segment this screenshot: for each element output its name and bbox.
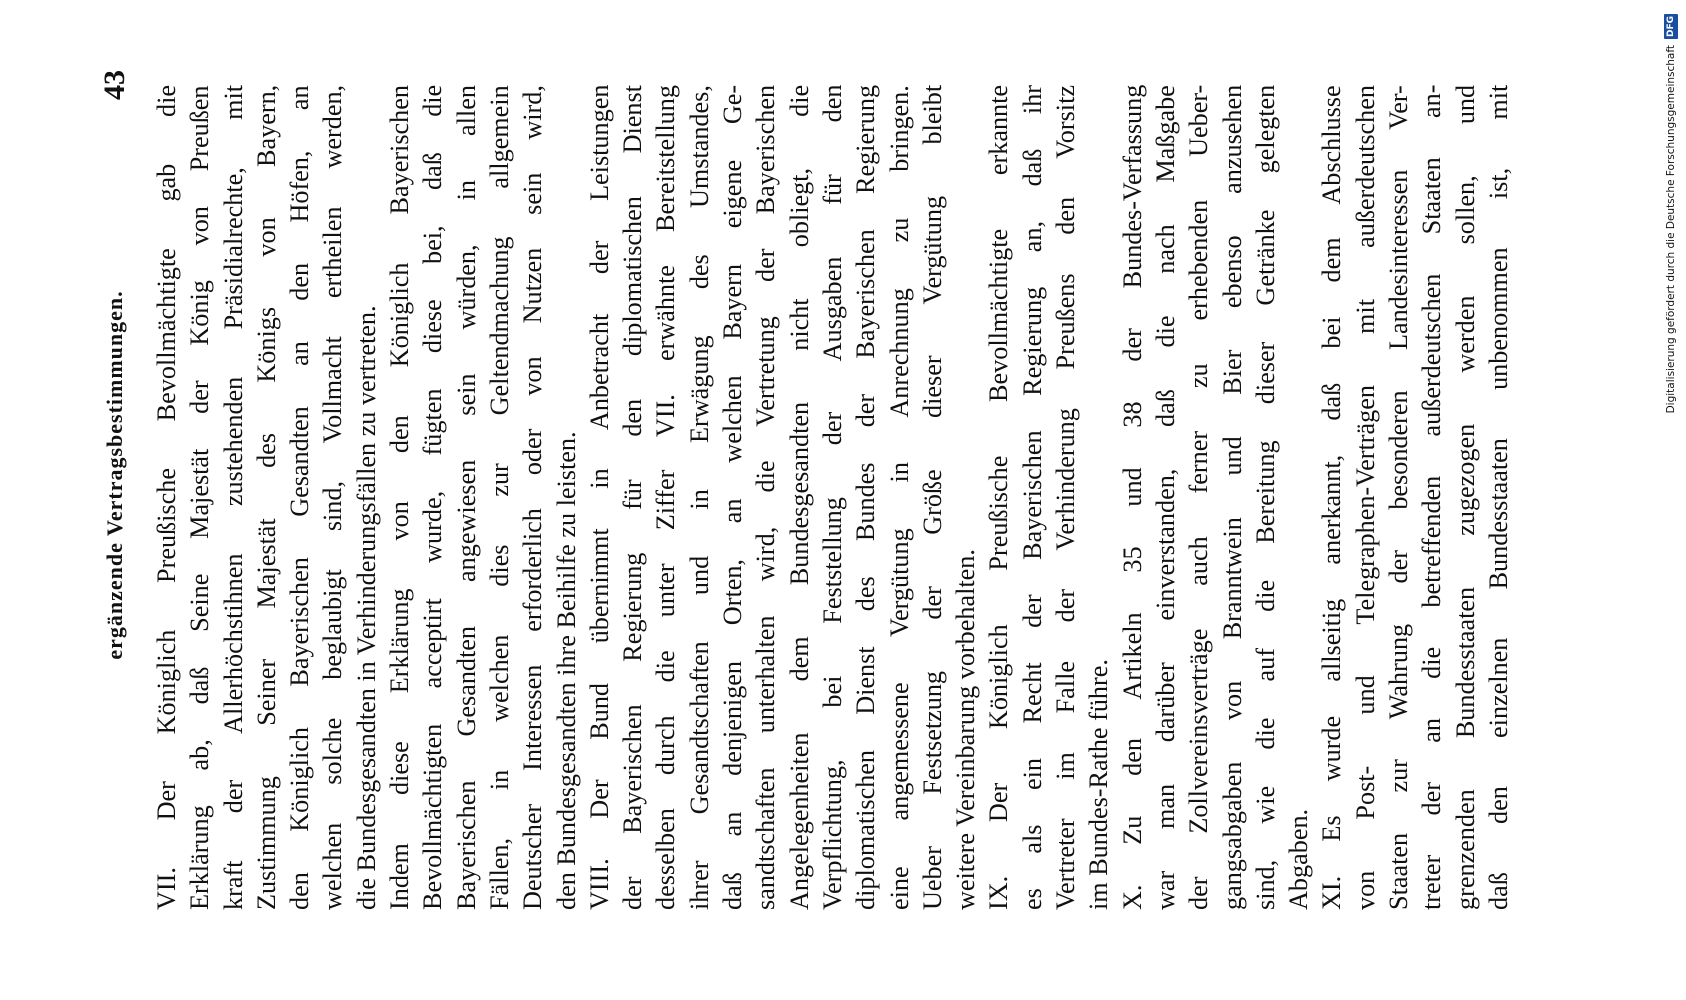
running-head bbox=[95, 70, 135, 910]
text-line: der Bayerischen Regierung für den diplomatischen Dienst bbox=[618, 85, 648, 910]
page-number: 43 bbox=[98, 70, 131, 100]
text-line: es als ein Recht der Bayerischen Regierung an, daß ihr bbox=[1017, 85, 1047, 910]
text-line: kraft der Allerhöchstihnen zustehenden Präsidialrechte, mit bbox=[218, 85, 248, 910]
text-line: VII. Der Königlich Preußische Bevollmächtigte gab die bbox=[152, 85, 181, 910]
text-line: Bayerischen Gesandten angewiesen sein würden, in allen bbox=[451, 85, 481, 910]
text-line: im Bundes-Rathe führe. bbox=[1084, 659, 1114, 910]
text-line: treter der an die betreffenden außerdeutschen Staaten an- bbox=[1417, 85, 1447, 910]
text-line: desselben durch die unter Ziffer VII. erwähnte Bereitstellung bbox=[651, 85, 681, 910]
text-line: Zustimmung Seiner Majestät des Königs von Bayern, bbox=[251, 85, 281, 910]
body-text bbox=[150, 85, 1515, 910]
text-line: Abgaben. bbox=[1284, 808, 1314, 910]
text-line: IX. Der Königlich Preußische Bevollmächtigte erkannte bbox=[984, 85, 1014, 910]
text-line: gangsabgaben von Branntwein und Bier ebenso anzusehen bbox=[1217, 85, 1247, 910]
text-line: VIII. Der Bund übernimmt in Anbetracht der Leistungen bbox=[584, 85, 614, 910]
text-line: ihrer Gesandtschaften und in Erwägung des Umstandes, bbox=[684, 85, 714, 910]
text-line: Bevollmächtigten acceptirt wurde, fügten diese bei, daß die bbox=[418, 85, 448, 910]
text-line: X. Zu den Artikeln 35 und 38 der Bundes-Verfassung bbox=[1117, 85, 1147, 910]
text-line: Angelegenheiten dem Bundesgesandten nicht obliegt, die bbox=[784, 85, 814, 910]
text-line: den Bundesgesandten ihre Beihilfe zu leisten. bbox=[551, 431, 581, 910]
dfg-logo-icon: DFG bbox=[1666, 16, 1676, 38]
running-title: ergänzende Vertragsbestimmungen. bbox=[102, 290, 127, 660]
text-line: Verpflichtung, bei Feststellung der Ausgaben für den bbox=[817, 85, 847, 910]
dfg-credit-text: Digitalisierung gefördert durch die Deutsche Forschungsgemeinschaft bbox=[1665, 45, 1677, 414]
text-line: daß an denjenigen Orten, an welchen Bayern eigene Ge- bbox=[718, 85, 748, 910]
text-line: Fällen, in welchen dies zur Geltendmachung allgemein bbox=[484, 85, 514, 910]
text-line: von Post- und Telegraphen-Verträgen mit außerdeutschen bbox=[1350, 85, 1380, 910]
text-line: XI. Es wurde allseitig anerkannt, daß bei dem Abschlusse bbox=[1317, 85, 1347, 910]
text-line: Ueber Festsetzung der Größe dieser Vergütung bleibt bbox=[917, 85, 947, 910]
text-line: welchen solche beglaubigt sind, Vollmacht ertheilen werden, bbox=[318, 85, 348, 910]
text-line: Erklärung ab, daß Seine Majestät der König von Preußen bbox=[185, 85, 215, 910]
text-line: Staaten zur Wahrung der besonderen Landesinteressen Ver- bbox=[1383, 85, 1413, 910]
dfg-credit bbox=[1662, 14, 1680, 974]
text-line: war man darüber einverstanden, daß die nach Maßgabe bbox=[1150, 85, 1180, 910]
text-line: daß den einzelnen Bundesstaaten unbenommen ist, mit bbox=[1483, 85, 1513, 910]
text-line: Deutscher Interessen erforderlich oder von Nutzen sein wird, bbox=[518, 85, 548, 910]
dfg-credit-strip bbox=[1662, 14, 1680, 974]
text-line: Vertreter im Falle der Verhinderung Preußens den Vorsitz bbox=[1051, 85, 1081, 910]
text-line: den Königlich Bayerischen Gesandten an den Höfen, an bbox=[285, 85, 315, 910]
text-line: diplomatischen Dienst des Bundes der Bayerischen Regierung bbox=[851, 85, 881, 910]
text-line: weitere Vereinbarung vorbehalten. bbox=[951, 549, 981, 910]
text-line: sind, wie die auf die Bereitung dieser Getränke gelegten bbox=[1250, 85, 1280, 910]
text-line: grenzenden Bundesstaaten zugezogen werden sollen, und bbox=[1450, 85, 1480, 910]
text-line: die Bundesgesandten in Verhinderungsfällen zu vertreten. bbox=[351, 305, 381, 910]
text-line: der Zollvereinsverträge auch ferner zu erhebenden Ueber- bbox=[1184, 85, 1214, 910]
text-line: sandtschaften unterhalten wird, die Vertretung der Bayerischen bbox=[751, 85, 781, 910]
text-line: Indem diese Erklärung von den Königlich Bayerischen bbox=[385, 85, 415, 910]
text-line: eine angemessene Vergütung in Anrechnung zu bringen. bbox=[884, 85, 914, 910]
